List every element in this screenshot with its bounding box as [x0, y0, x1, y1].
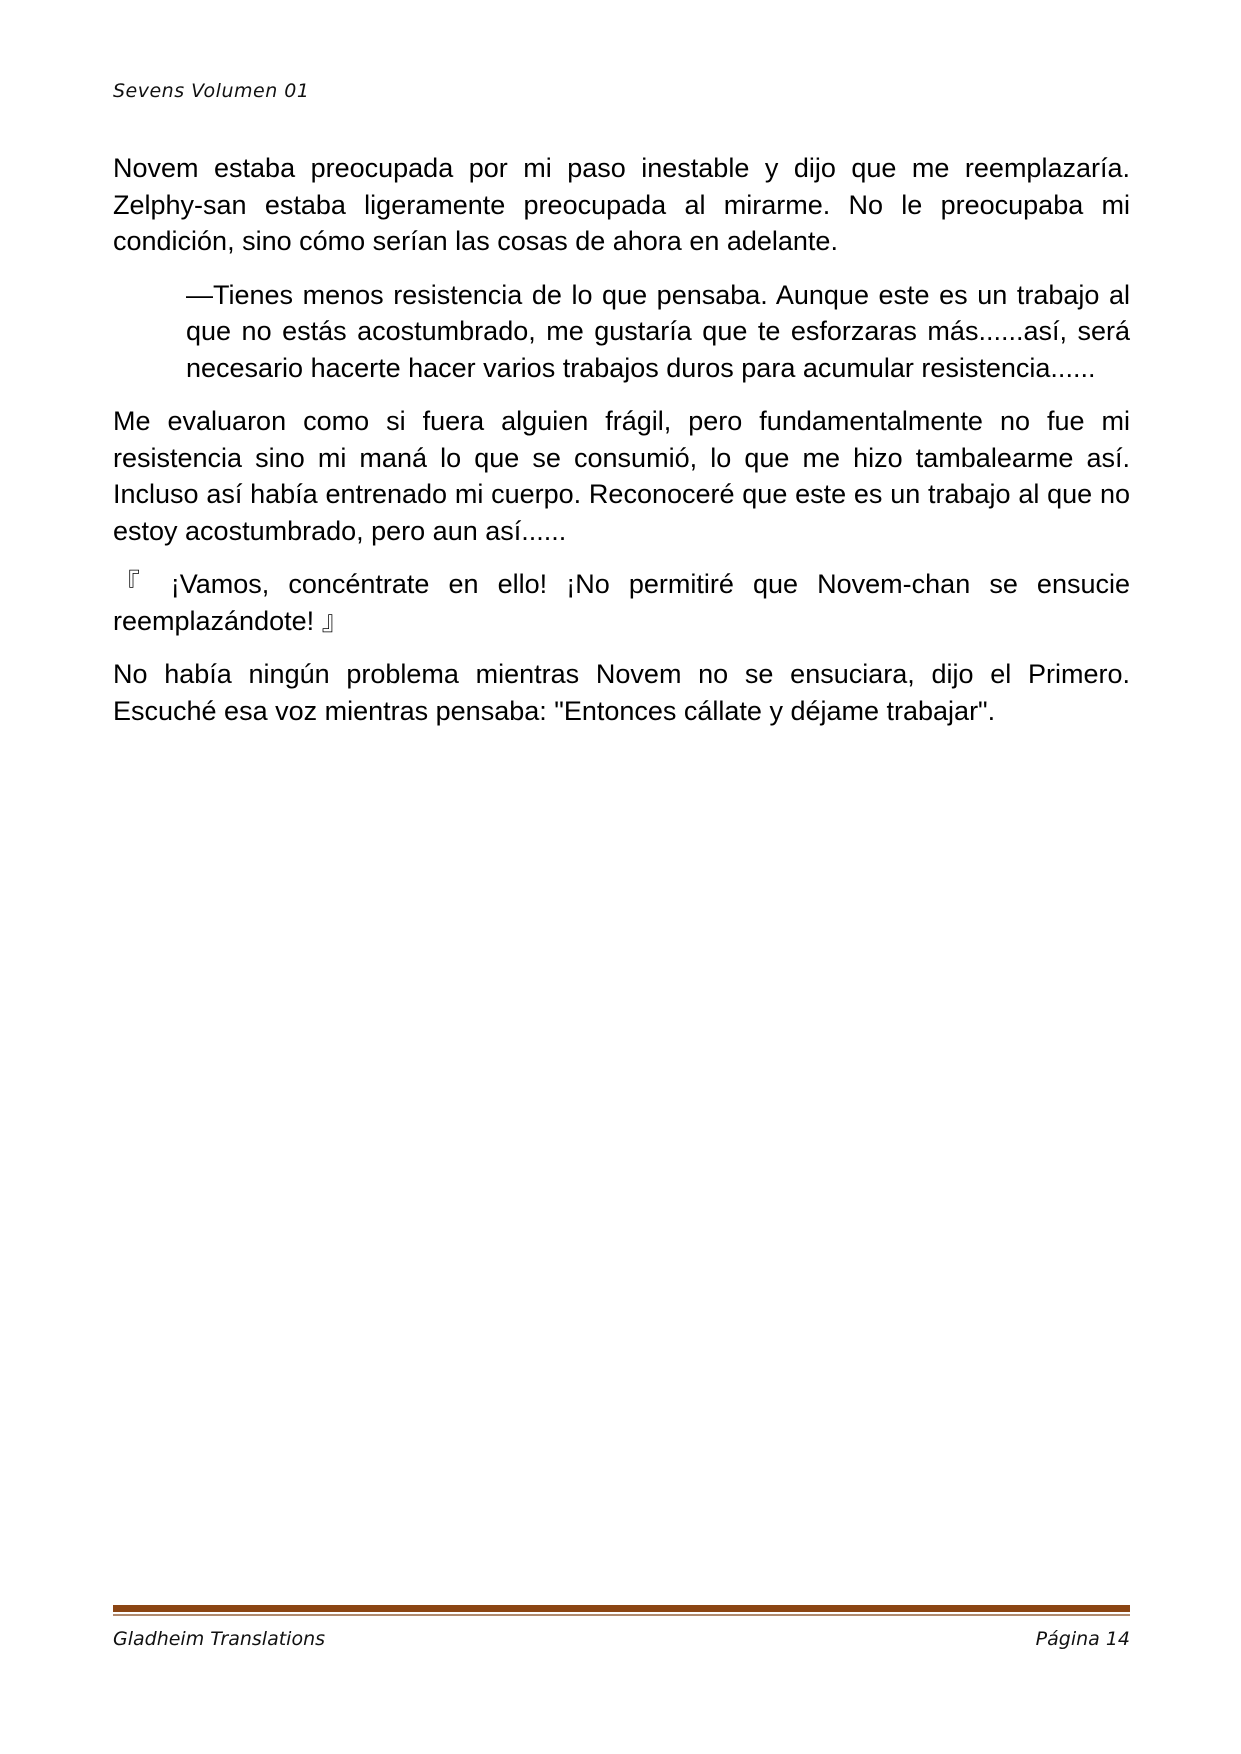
paragraph: No había ningún problema mientras Novem no se ensuciara, dijo el Primero. Escuché esa voz mientras pensaba: "Entonces cállate y déjame trabajar". — [113, 659, 1130, 726]
page-body — [113, 150, 1130, 746]
paragraph: Novem estaba preocupada por mi paso inestable y dijo que me reemplazaría. Zelphy-san estaba ligeramente preocupada al mirarme. No le preocupaba mi condición, sino cómo serían las cosas de ahora en adelante. — [113, 153, 1130, 256]
quoted-voice-paragraph: 『 ¡Vamos, concéntrate en ello! ¡No permitiré que Novem-chan se ensucie reemplazándote! 』 — [113, 569, 1130, 636]
footer-rule — [113, 1605, 1130, 1612]
footer-publisher: Gladheim Translations — [113, 1628, 326, 1650]
paragraph: Me evaluaron como si fuera alguien frágil, pero fundamentalmente no fue mi resistencia sino mi maná lo que se consumió, lo que me hizo tambalearme así. Incluso así había entrenado mi cuerpo. Reconoceré que este es un trabajo al que no estoy acostumbrado, pero aun así...... — [113, 406, 1130, 546]
page-number: Página 14 — [1035, 1628, 1130, 1650]
dialogue-paragraph: —Tienes menos resistencia de lo que pensaba. Aunque este es un trabajo al que no estás acostumbrado, me gustaría que te esforzaras más......así, será necesario hacerte hacer varios trabajos duros para acumular resistencia...... — [186, 279, 1130, 383]
footer-rule-thin — [113, 1614, 1130, 1616]
running-header: Sevens Volumen 01 — [113, 80, 310, 102]
